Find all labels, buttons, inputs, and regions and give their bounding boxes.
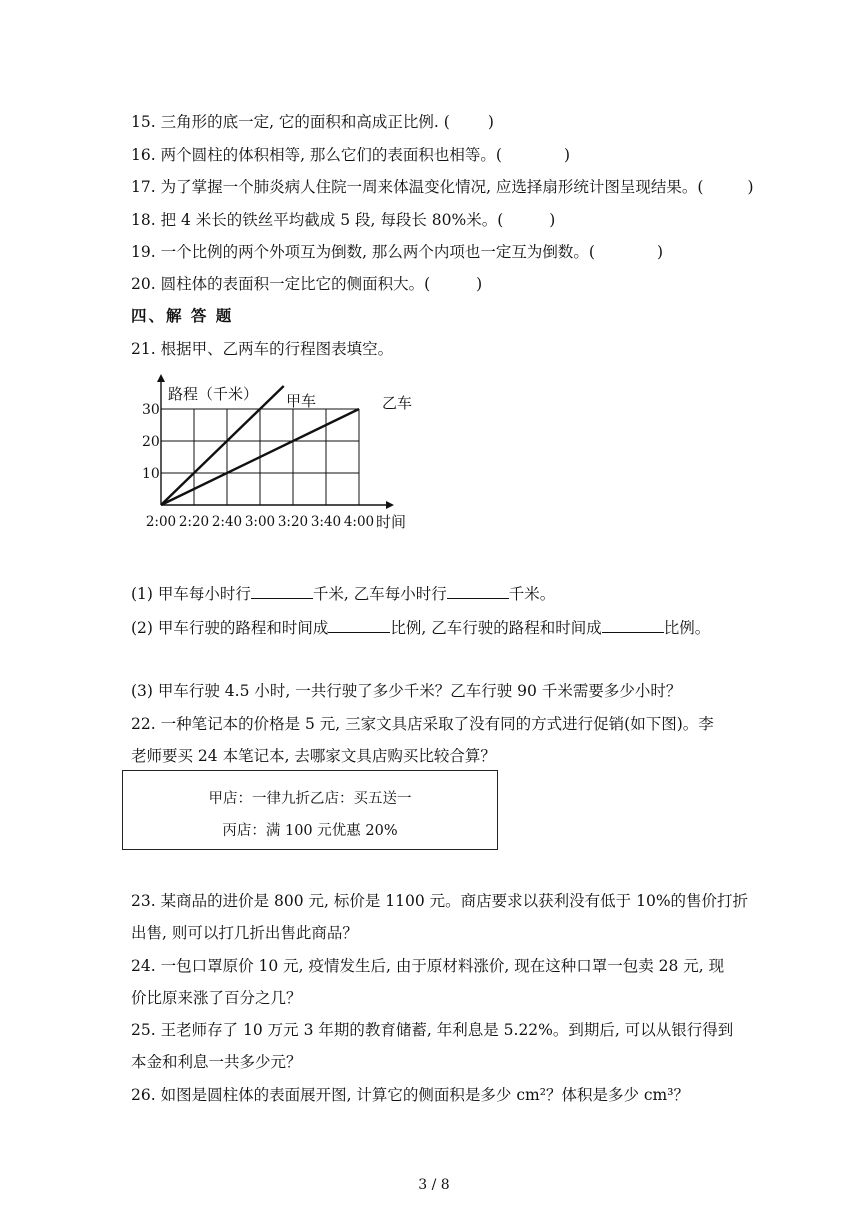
answer-blank[interactable] — [602, 618, 664, 633]
question-24-line2: 价比原来涨了百分之几？ — [131, 989, 302, 1007]
travel-line-chart — [140, 372, 430, 537]
question-20 — [131, 273, 482, 295]
question-text: 20. 圆柱体的表面积一定比它的侧面积大。( — [131, 275, 431, 293]
part2-text-a: (2) 甲车行驶的路程和时间成 — [131, 619, 329, 637]
section-heading: 四、解 答 题 — [131, 306, 234, 325]
answer-blank[interactable] — [251, 584, 313, 599]
question-23-line2: 出售, 则可以打几折出售此商品？ — [131, 924, 358, 942]
series-label-yi: 乙车 — [382, 394, 413, 412]
promotion-line-1: 甲店：一律九折乙店：买五送一 — [208, 791, 412, 807]
question-21-part2 — [131, 617, 710, 639]
x-tick-label: 2:00 — [145, 514, 177, 530]
answer-paren-close: ) — [563, 146, 571, 164]
promotion-line-2: 丙店：满 100 元优惠 20% — [222, 823, 398, 839]
page-number: 3 / 8 — [418, 1177, 450, 1193]
answer-paren-close: ) — [549, 211, 556, 229]
answer-paren-close: ) — [476, 275, 483, 293]
x-tick-label: 2:40 — [211, 514, 243, 530]
part2-text-c: 比例。 — [663, 619, 711, 637]
question-18 — [131, 209, 555, 231]
question-16 — [131, 144, 570, 166]
question-text: 19. 一个比例的两个外项互为倒数, 那么两个内项也一定互为倒数。( — [131, 243, 595, 261]
x-tick-label: 2:20 — [178, 514, 210, 530]
question-25-line1: 25. 王老师存了 10 万元 3 年期的教育储蓄, 年利息是 5.22%。到期后, 可以从银行得到 — [131, 1021, 734, 1039]
x-tick-label: 3:20 — [277, 514, 309, 530]
question-21-prompt: 21. 根据甲、乙两车的行程图表填空。 — [131, 340, 394, 358]
question-text: 15. 三角形的底一定, 它的面积和高成正比例. ( — [131, 113, 450, 131]
question-21-part3: (3) 甲车行驶 4.5 小时, 一共行驶了多少千米？乙车行驶 90 千米需要多少小时？ — [131, 682, 682, 700]
promotion-box — [122, 770, 498, 850]
question-21-part1 — [131, 583, 555, 605]
x-tick-label: 3:40 — [310, 514, 342, 530]
part1-text-b: 千米, 乙车每小时行 — [312, 585, 447, 603]
y-axis-label: 路程（千米） — [168, 385, 259, 403]
question-text: 16. 两个圆柱的体积相等, 那么它们的表面积也相等。( — [131, 146, 502, 164]
answer-paren-close: ) — [747, 178, 754, 196]
x-tick-label: 4:00 — [343, 514, 375, 530]
part1-text-a: (1) 甲车每小时行 — [131, 585, 251, 603]
question-22-line1: 22. 一种笔记本的价格是 5 元, 三家文具店采取了没有同的方式进行促销(如下图)。李 — [131, 715, 714, 733]
question-23-line1: 23. 某商品的进价是 800 元, 标价是 1100 元。商店要求以获利没有低于 10%的售价打折 — [131, 892, 749, 910]
y-tick-label: 30 — [142, 402, 160, 418]
y-tick-label: 20 — [142, 434, 160, 450]
question-19 — [131, 241, 663, 263]
question-24-line1: 24. 一包口罩原价 10 元, 疫情发生后, 由于原材料涨价, 现在这种口罩一包卖 28 元, 现 — [131, 957, 725, 975]
series-label-jia: 甲车 — [286, 392, 317, 410]
chart-labels — [142, 385, 412, 531]
question-25-line2: 本金和利息一共多少元？ — [131, 1053, 302, 1071]
answer-blank[interactable] — [328, 618, 390, 633]
x-axis-arrow — [386, 501, 394, 509]
question-15 — [131, 111, 494, 133]
series-line-jia — [161, 386, 284, 505]
answer-blank[interactable] — [447, 584, 509, 599]
question-text: 18. 把 4 米长的铁丝平均截成 5 段, 每段长 80%米。( — [131, 211, 504, 229]
y-axis-arrow — [157, 374, 165, 382]
x-tick-label: 3:00 — [244, 514, 276, 530]
question-26: 26. 如图是圆柱体的表面展开图, 计算它的侧面积是多少 cm²？体积是多少 cm³？ — [131, 1086, 689, 1104]
question-22-line2: 老师要买 24 本笔记本, 去哪家文具店购买比较合算？ — [131, 747, 496, 765]
y-tick-label: 10 — [142, 466, 160, 482]
part1-text-c: 千米。 — [508, 585, 556, 603]
question-text: 17. 为了掌握一个肺炎病人住院一周来体温变化情况, 应选择扇形统计图呈现结果。( — [131, 178, 704, 196]
question-17 — [131, 176, 754, 198]
part2-text-b: 比例, 乙车行驶的路程和时间成 — [390, 619, 602, 637]
x-axis-label: 时间 — [376, 513, 407, 531]
answer-paren-close: ) — [487, 113, 494, 131]
answer-paren-close: ) — [656, 243, 664, 261]
